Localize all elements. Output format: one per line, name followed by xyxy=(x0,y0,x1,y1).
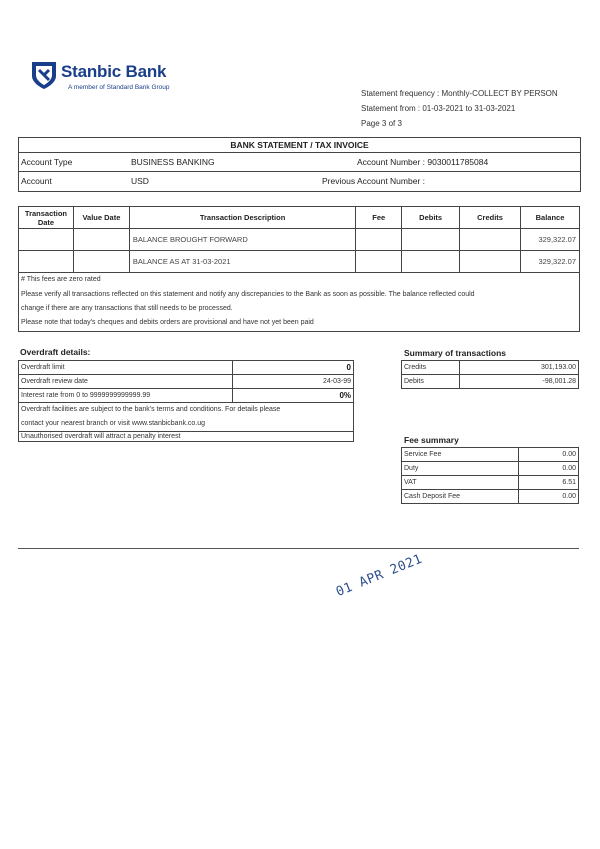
overdraft-penalty: Unauthorised overdraft will attract a penalty interest xyxy=(18,432,354,442)
statement-title: BANK STATEMENT / TAX INVOICE xyxy=(230,140,369,150)
transactions-table xyxy=(18,206,580,273)
page-number: Page 3 of 3 xyxy=(361,119,402,128)
fee-value: 0.00 xyxy=(519,448,579,462)
col-debits: Debits xyxy=(402,207,460,229)
table-row xyxy=(402,490,579,504)
overdraft-title: Overdraft details: xyxy=(20,347,91,357)
table-row xyxy=(402,361,579,375)
note-line: # This fees are zero rated xyxy=(21,276,101,283)
account-currency: USD xyxy=(131,176,149,186)
row-description: BALANCE BROUGHT FORWARD xyxy=(129,229,355,251)
table-row xyxy=(402,476,579,490)
fee-value: 0.00 xyxy=(519,462,579,476)
account-currency-row xyxy=(19,171,580,191)
table-row xyxy=(19,389,354,403)
fee-summary xyxy=(401,447,579,504)
fee-label: VAT xyxy=(402,476,519,490)
fee-summary-title: Fee summary xyxy=(404,435,459,445)
table-row xyxy=(402,462,579,476)
fee-label: Duty xyxy=(402,462,519,476)
interest-rate-label: Interest rate from 0 to 9999999999999.99 xyxy=(19,389,233,403)
statement-frequency: Statement frequency : Monthly-COLLECT BY PERSON xyxy=(361,89,558,98)
fee-label: Cash Deposit Fee xyxy=(402,490,519,504)
summary-label: Credits xyxy=(402,361,460,375)
summary-label: Debits xyxy=(402,375,460,389)
table-row xyxy=(402,375,579,389)
date-stamp: 01 APR 2021 xyxy=(334,551,425,600)
summary-value: 301,193.00 xyxy=(459,361,578,375)
table-row xyxy=(19,361,354,375)
account-type-row xyxy=(19,152,580,171)
summary-title: Summary of transactions xyxy=(404,348,507,358)
fee-value: 0.00 xyxy=(519,490,579,504)
note-line: Please note that today's cheques and debits orders are provisional and have not yet been paid xyxy=(21,319,314,326)
overdraft-limit-label: Overdraft limit xyxy=(19,361,233,375)
summary-of-transactions xyxy=(401,360,579,389)
col-description: Transaction Description xyxy=(129,207,355,229)
col-balance: Balance xyxy=(521,207,580,229)
table-row xyxy=(19,375,354,389)
statement-notes xyxy=(18,273,580,332)
bank-tagline: A member of Standard Bank Group xyxy=(68,84,170,91)
col-fee: Fee xyxy=(356,207,402,229)
col-transaction-date: Transaction Date xyxy=(19,207,74,229)
overdraft-info-line: contact your nearest branch or visit www.stanbicbank.co.ug xyxy=(21,420,206,427)
page-divider xyxy=(18,548,579,549)
summary-value: -98,001.28 xyxy=(459,375,578,389)
col-credits: Credits xyxy=(460,207,521,229)
account-type-value: BUSINESS BANKING xyxy=(131,157,215,167)
bank-name: Stanbic Bank xyxy=(61,62,167,81)
account-number: Account Number : 9030011785084 xyxy=(357,157,489,167)
overdraft-limit-value: 0 xyxy=(232,361,353,375)
account-type-label: Account Type xyxy=(21,157,73,167)
statement-period: Statement from : 01-03-2021 to 31-03-2021 xyxy=(361,104,516,113)
table-row xyxy=(402,448,579,462)
bank-logo xyxy=(30,60,190,96)
table-row xyxy=(19,251,580,273)
note-line: Please verify all transactions reflected on this statement and notify any discrepancies to the Bank as soon as possible. The balance reflected could xyxy=(21,291,475,298)
account-label: Account xyxy=(21,176,52,186)
row-balance: 329,322.07 xyxy=(521,251,580,273)
col-value-date: Value Date xyxy=(73,207,129,229)
overdraft-review-value: 24-03-99 xyxy=(232,375,353,389)
fee-value: 6.51 xyxy=(519,476,579,490)
shield-logo-icon xyxy=(30,60,58,90)
note-line: change if there are any transactions that still needs to be processed. xyxy=(21,305,233,312)
interest-rate-value: 0% xyxy=(232,389,353,403)
overdraft-info xyxy=(18,403,354,432)
overdraft-details xyxy=(18,360,354,442)
table-row xyxy=(19,229,580,251)
overdraft-info-line: Overdraft facilities are subject to the bank's terms and conditions. For details please xyxy=(21,406,281,413)
table-header-row xyxy=(19,207,580,229)
row-balance: 329,322.07 xyxy=(521,229,580,251)
previous-account-label: Previous Account Number : xyxy=(322,176,425,186)
account-info-box xyxy=(18,137,581,192)
fee-label: Service Fee xyxy=(402,448,519,462)
overdraft-review-label: Overdraft review date xyxy=(19,375,233,389)
row-description: BALANCE AS AT 31-03-2021 xyxy=(129,251,355,273)
